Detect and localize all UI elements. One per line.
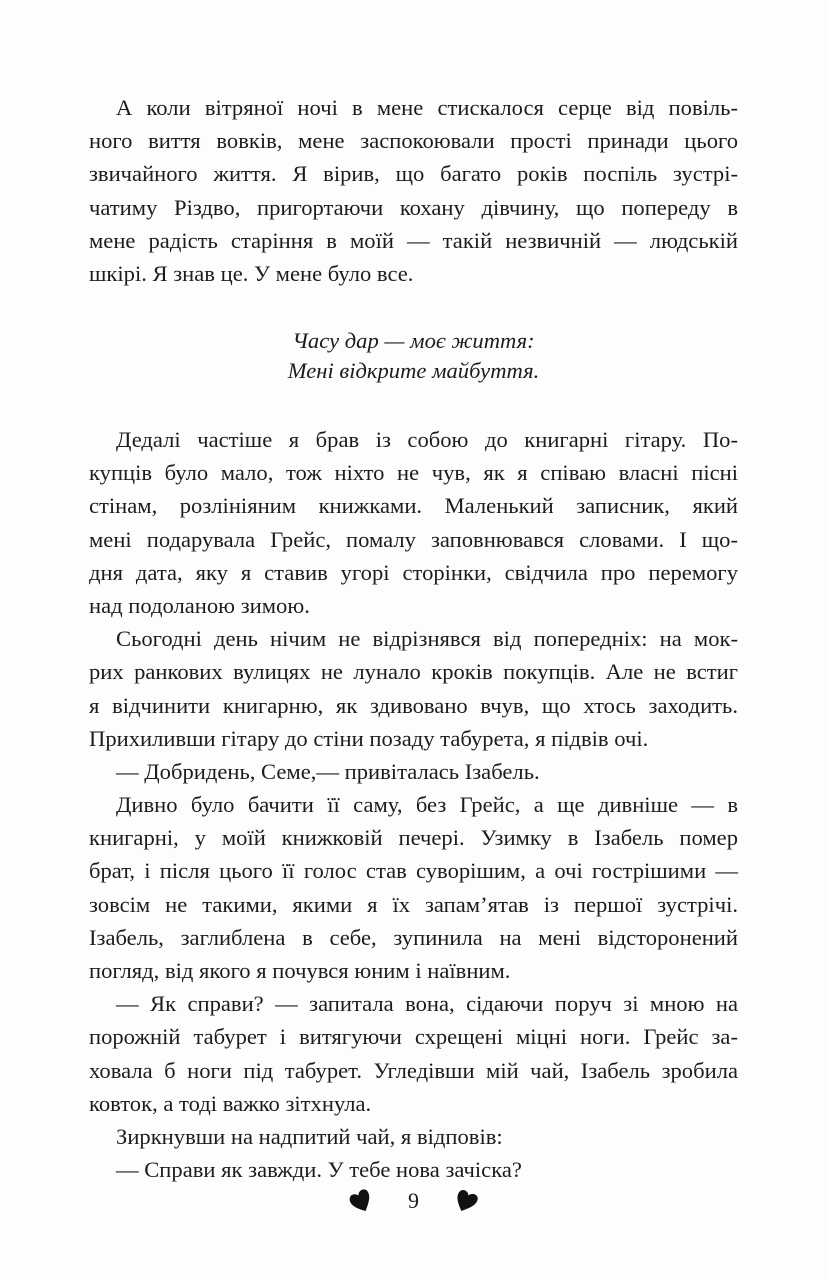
body-text [89, 423, 738, 1186]
text-line: брат, і після цього її голос став суворішим, а очі гострішими — [89, 858, 738, 884]
poem-line: Часу дар — моє життя: [292, 328, 535, 353]
text-line: звичайного життя. Я вірив, що багато років поспіль зустрі- [89, 161, 738, 187]
text-line: рих ранкових вулицях не лунало кроків покупців. Але не встиг [89, 659, 738, 685]
heart-icon [348, 1188, 374, 1214]
text-line: книгарні, у моїй книжковій печері. Узимку в Ізабель помер [89, 825, 738, 851]
text-line: Ізабель, заглиблена в себе, зупинила на мені відсторонений [89, 924, 738, 950]
dialogue-line: — Добридень, Семе,— привіталась Ізабель. [116, 758, 540, 784]
text-line: зовсім не такими, якими я їх запам’ятав із першої зустрічі. [89, 891, 738, 917]
text-line: мене радість старіння в моїй — такій незвичній — людській [89, 227, 738, 253]
text-line: Зиркнувши на надпитий чай, я відповів: [116, 1123, 503, 1149]
page-number: 9 [408, 1188, 419, 1213]
text-line: мені подарувала Грейс, помалу заповнювався словами. І що- [89, 526, 738, 552]
text-line: Дивно було бачити її саму, без Грейс, а ще дивніше — в [116, 792, 738, 818]
dialogue-line: — Як справи? — запитала вона, сідаючи поруч зі мною на [116, 991, 738, 1017]
text-line: погляд, від якого я почувся юним і наївним. [89, 958, 511, 983]
poem-line: Мені відкрите майбуття. [287, 358, 540, 383]
text-line: чатиму Різдво, пригортаючи кохану дівчину, що попереду в [89, 194, 738, 220]
text-line: ховала б ноги під табурет. Угледівши мій чай, Ізабель зробила [89, 1057, 738, 1083]
text-line: над подоланою зимою. [89, 592, 310, 618]
text-line: порожній табурет і витягуючи схрещені міцні ноги. Грейс за- [89, 1024, 738, 1050]
text-line: купців було мало, тож ніхто не чув, як я співаю власні пісні [89, 460, 738, 486]
page-footer [0, 1188, 827, 1214]
text-line: А коли вітряної ночі в мене стискалося серце від повіль- [116, 95, 738, 120]
text-line: дня дата, яку я ставив угорі сторінки, свідчила про перемогу [89, 559, 738, 585]
text-line: я відчинити книгарню, як здивовано вчув, що хтось заходить. [89, 692, 738, 718]
text-line: Прихиливши гітару до стіни позаду табурета, я підвів очі. [89, 725, 649, 751]
text-line: ковток, а тоді важко зітхнула. [89, 1090, 372, 1116]
dialogue-line: — Справи як завжди. У тебе нова зачіска? [116, 1157, 522, 1183]
text-line: ного виття вовків, мене заспокоювали прості принади цього [89, 128, 738, 154]
poem-verse [0, 326, 827, 386]
text-line: Сьогодні день нічим не відрізнявся від попередніх: на мок- [116, 626, 738, 652]
text-line: Дедалі частіше я брав із собою до книгарні гітару. По- [116, 427, 738, 452]
text-line: стінам, розлініяним книжками. Маленький записник, який [89, 493, 738, 519]
text-line: шкірі. Я знав це. У мене було все. [89, 260, 414, 286]
paragraph-opening [89, 91, 738, 290]
heart-icon [453, 1188, 479, 1214]
